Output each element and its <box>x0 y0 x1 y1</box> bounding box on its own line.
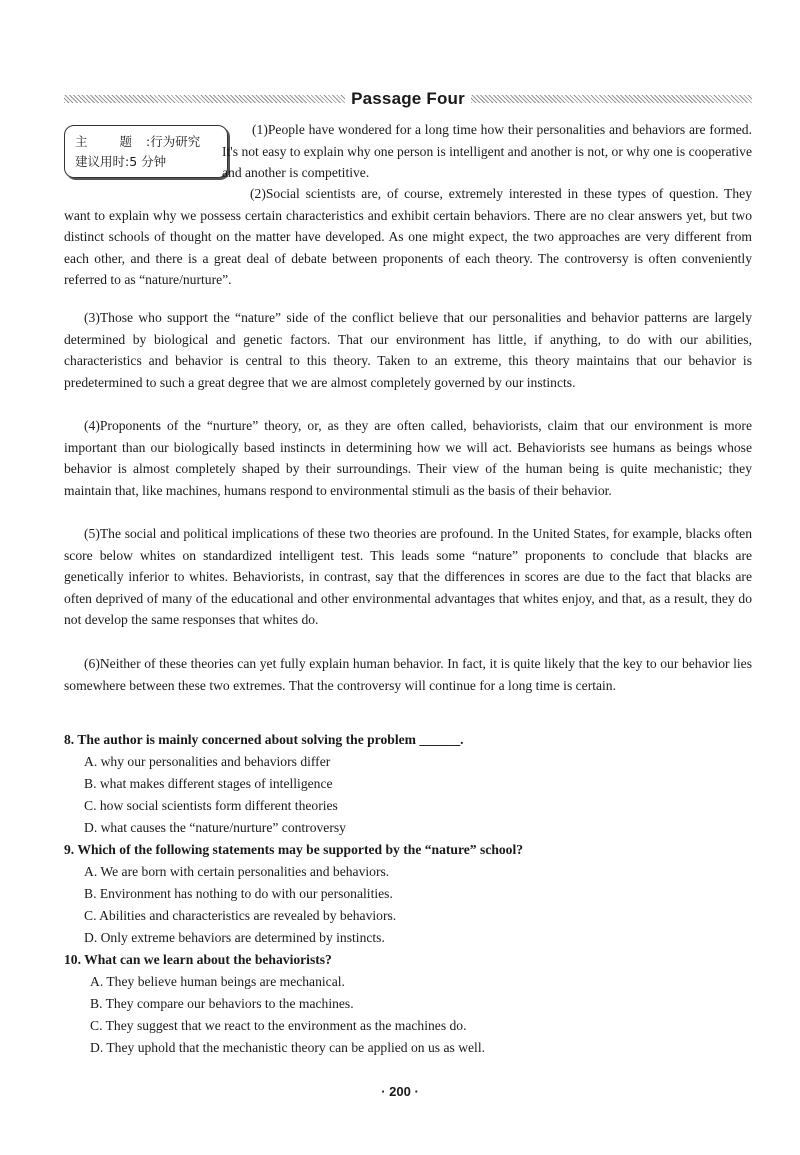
passage-title: Passage Four <box>351 89 465 108</box>
passage-header <box>64 86 752 112</box>
page-number: · 200 · <box>381 1084 419 1099</box>
time-value: 5 分钟 <box>129 154 167 169</box>
paragraph-4: (4)Proponents of the “nurture” theory, or, as they are often called, behaviorists, claim that our environment is more important than our biologically based instincts in determining how we will act. Behaviorists see humans as beings whose behavior is almost completely shaped by their surroundings. Their view of the human being is quite mechanistic; they maintain that, like machines, humans respond to environmental stimuli as the basis of their behavior. <box>64 418 752 498</box>
paragraph-2: (2)Social scientists are, of course, extremely interested in these types of question. They want to explain why we possess certain characteristics and exhibit certain behaviors. There are no clear answers yet, but two distinct schools of thought on the matter have developed. As one might expect, the two approaches are very different from each other, and there is a great deal of debate between proponents of each theory. The controversy is often conveniently referred to as “nature/nurture”. <box>64 186 752 287</box>
paragraph-5: (5)The social and political implications of these two theories are profound. In the United States, for example, blacks often score below whites on standardized intelligent test. This leads some “nature” proponents to conclude that blacks are genetically inferior to whites. Behaviorists, in contrast, say that the differences in scores are due to the fact that blacks are often deprived of many of the educational and other environmental advantages that whites enjoy, and that, as a result, they do not develop the same responses that whites do. <box>64 526 752 627</box>
option-b[interactable]: B. They compare our behaviors to the machines. <box>90 996 354 1011</box>
paragraph-6: (6)Neither of these theories can yet fully explain human behavior. In fact, it is quite likely that the key to our behavior lies somewhere between these two extremes. That the controversy will continue for a long time is certain. <box>64 656 752 693</box>
option-b[interactable]: B. what makes different stages of intelligence <box>84 776 333 791</box>
option-a[interactable]: A. We are born with certain personalities and behaviors. <box>84 864 390 879</box>
question-stem: 8. The author is mainly concerned about solving the problem ______. <box>64 732 464 747</box>
paragraph-3: (3)Those who support the “nature” side of the conflict believe that our personalities and behavior patterns are largely determined by biological and genetic factors. That our environment has little, if anything, to do with our abilities, characteristics and behavior is central to this theory. Taken to an extreme, this theory maintains that our behavior is predetermined to such a great degree that we are almost completely governed by our instincts. <box>64 310 752 390</box>
topic-value: 行为研究 <box>150 134 201 149</box>
option-b[interactable]: B. Environment has nothing to do with our personalities. <box>84 886 393 901</box>
option-a[interactable]: A. why our personalities and behaviors differ <box>84 754 331 769</box>
question-stem: 10. What can we learn about the behaviorists? <box>64 952 332 967</box>
time-row <box>75 152 227 172</box>
question-section <box>64 729 752 1059</box>
question-9 <box>64 839 752 949</box>
question-stem: 9. Which of the following statements may be supported by the “nature” school? <box>64 842 524 857</box>
option-c[interactable]: C. They suggest that we react to the environment as the machines do. <box>90 1018 467 1033</box>
header-left-rule <box>64 95 345 103</box>
time-label: 建议用时 <box>75 154 126 169</box>
topic-label: 主 题 <box>75 134 146 149</box>
option-c[interactable]: C. Abilities and characteristics are revealed by behaviors. <box>84 908 397 923</box>
option-d[interactable]: D. Only extreme behaviors are determined by instincts. <box>84 930 385 945</box>
option-d[interactable]: D. They uphold that the mechanistic theory can be applied on us as well. <box>90 1040 485 1055</box>
topic-colon: : <box>145 134 151 149</box>
header-right-rule <box>471 95 752 103</box>
paragraph-1: (1)People have wondered for a long time how their personalities and behaviors are formed. It's not easy to explain why one person is intelligent and another is not, or why one is cooperative and another is competitive. <box>222 122 752 180</box>
question-10 <box>64 949 752 1059</box>
passage-info-box <box>64 125 228 178</box>
option-d[interactable]: D. what causes the “nature/nurture” controversy <box>84 820 346 835</box>
question-8 <box>64 729 752 839</box>
topic-row <box>75 132 227 152</box>
time-colon: : <box>125 154 130 169</box>
option-c[interactable]: C. how social scientists form different theories <box>84 798 338 813</box>
option-a[interactable]: A. They believe human beings are mechanical. <box>90 974 345 989</box>
